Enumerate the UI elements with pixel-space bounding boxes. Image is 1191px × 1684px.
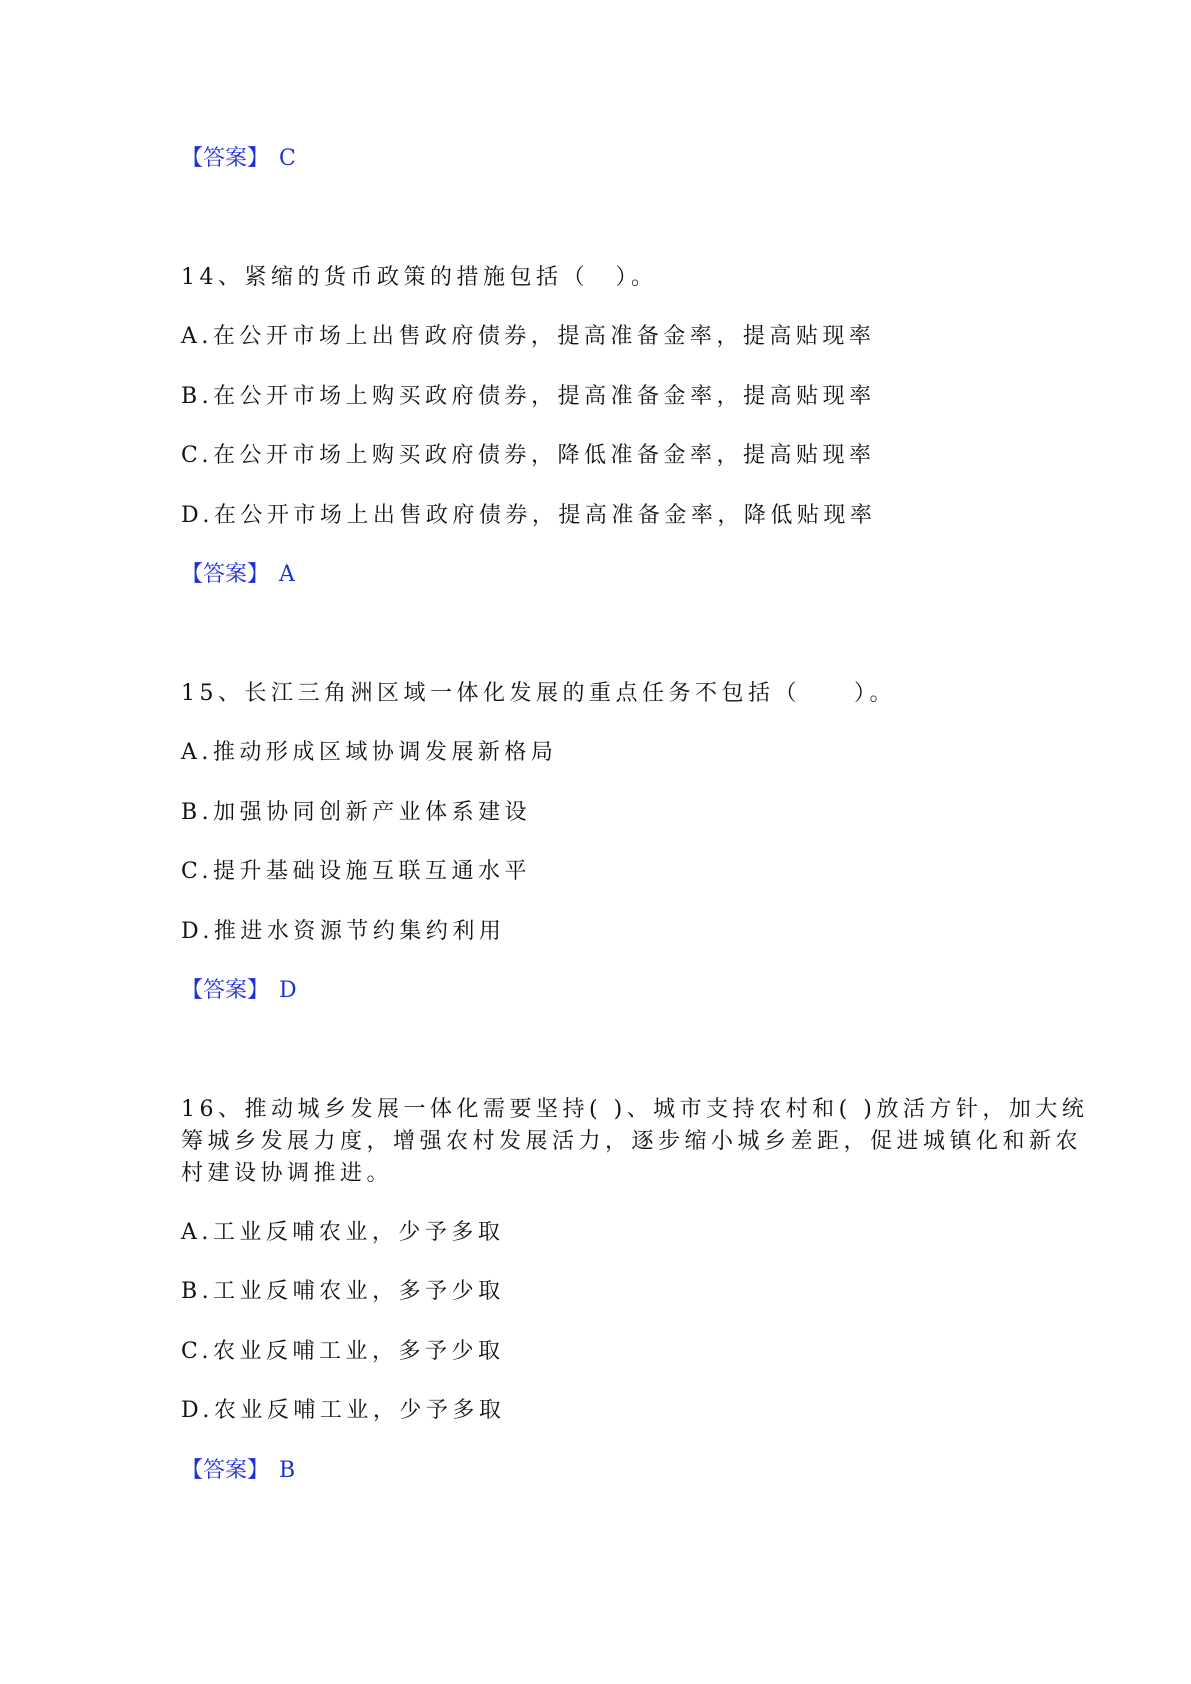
answer-label: 【答案】 — [181, 146, 270, 171]
question-16-option-d: D.农业反哺工业，少予多取 — [181, 1398, 506, 1423]
question-14-option-b: B.在公开市场上购买政府债券，提高准备金率，提高贴现率 — [181, 384, 876, 409]
question-15-option-b: B.加强协同创新产业体系建设 — [181, 800, 532, 825]
question-15-option-d: D.推进水资源节约集约利用 — [181, 919, 506, 944]
answer-label: 【答案】 — [181, 562, 270, 587]
question-15-option-a: A.推动形成区域协调发展新格局 — [181, 740, 558, 765]
answer-value: D — [279, 978, 300, 1003]
question-16-stem-line-1: 16、推动城乡发展一体化需要坚持( )、城市支持农村和( )放活方针，加大统 — [181, 1097, 1089, 1122]
question-15-option-c: C.提升基础设施互联互通水平 — [181, 859, 532, 884]
answer-value: A — [279, 562, 298, 587]
question-16-option-a: A.工业反哺农业，少予多取 — [181, 1220, 505, 1245]
answer-value: C — [279, 146, 299, 171]
answer-line-16 — [181, 1455, 298, 1487]
question-16-stem-line-2: 筹城乡发展力度，增强农村发展活力，逐步缩小城乡差距，促进城镇化和新农 — [181, 1129, 1083, 1154]
question-14-stem: 14、紧缩的货币政策的措施包括（ ）。 — [181, 265, 658, 290]
question-14-option-a: A.在公开市场上出售政府债券，提高准备金率，提高贴现率 — [181, 324, 876, 349]
answer-line-15 — [181, 975, 300, 1007]
question-16-option-b: B.工业反哺农业，多予少取 — [181, 1279, 505, 1304]
answer-label: 【答案】 — [181, 978, 270, 1003]
answer-line-14 — [181, 559, 298, 591]
answer-label: 【答案】 — [181, 1458, 270, 1483]
question-16-stem-line-3: 村建设协调推进。 — [181, 1161, 394, 1186]
answer-line-13 — [181, 143, 299, 175]
answer-value: B — [279, 1458, 299, 1483]
question-15-stem: 15、长江三角洲区域一体化发展的重点任务不包括（ ）。 — [181, 681, 896, 706]
question-14-option-c: C.在公开市场上购买政府债券，降低准备金率，提高贴现率 — [181, 443, 876, 468]
question-16-option-c: C.农业反哺工业，多予少取 — [181, 1339, 505, 1364]
question-14-option-d: D.在公开市场上出售政府债券，提高准备金率，降低贴现率 — [181, 503, 877, 528]
